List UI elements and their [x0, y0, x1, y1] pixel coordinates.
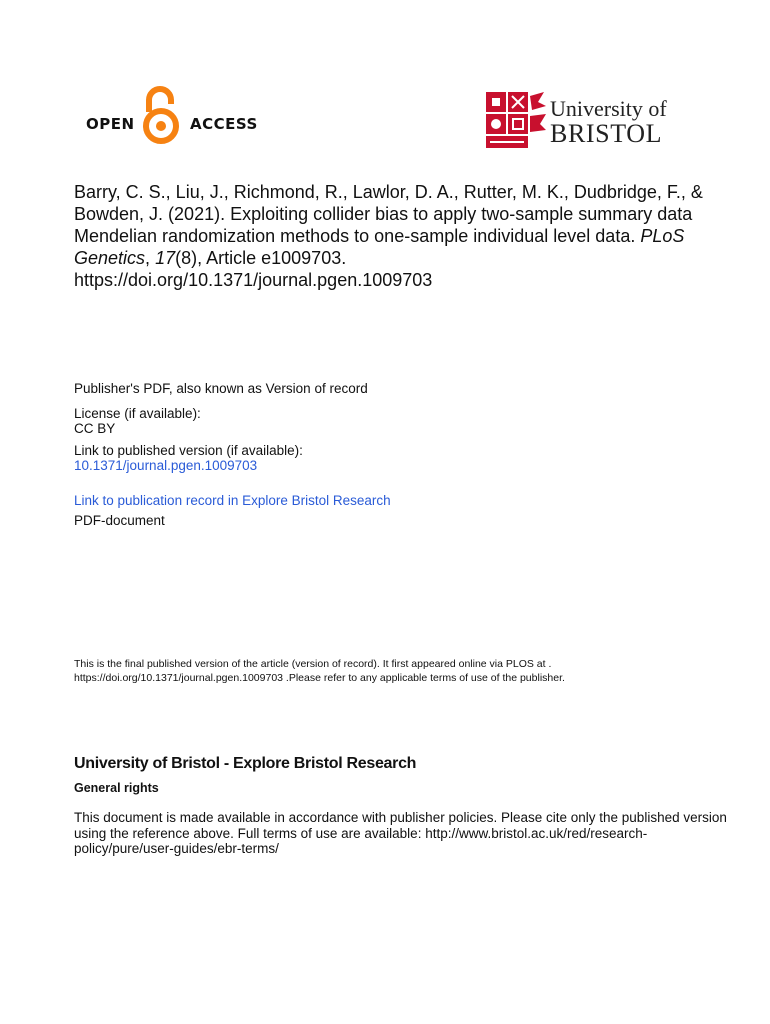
open-access-lock-icon — [140, 86, 182, 146]
version-note-line2: https://doi.org/10.1371/journal.pgen.1009703 .Please refer to any applicable terms of use of the publisher. — [74, 672, 565, 684]
citation-separator: , — [145, 248, 151, 268]
pdf-document-label: PDF-document — [74, 513, 165, 528]
publication-record-link[interactable]: Link to publication record in Explore Bristol Research — [74, 493, 391, 508]
published-version-label: Link to published version (if available): — [74, 443, 303, 458]
open-access-word-open: OPEN — [86, 115, 135, 133]
general-rights-text: This document is made available in accordance with publisher policies. Please cite only the published version using the reference above. Full terms of use are available: http://www.bristol.ac.uk/red/research-policy/pure/user-guides/ebr-terms/ — [74, 810, 727, 856]
version-text: Publisher's PDF, also known as Version of record — [74, 381, 368, 396]
bristol-crest-icon — [486, 92, 546, 150]
citation-volume: 17 — [155, 248, 176, 268]
ebr-heading: University of Bristol - Explore Bristol Research — [74, 755, 417, 772]
citation-doi-url: https://doi.org/10.1371/journal.pgen.1009703 — [74, 270, 433, 290]
license-value: CC BY — [74, 421, 116, 436]
general-rights-heading: General rights — [74, 781, 159, 795]
citation-journal: PLoS Genetics — [74, 226, 685, 268]
citation-issue-article: (8), Article e1009703. — [175, 248, 347, 268]
license-label: License (if available): — [74, 406, 201, 421]
open-access-word-access: ACCESS — [190, 115, 258, 133]
citation — [74, 181, 714, 291]
version-note-line1: This is the final published version of the article (version of record). It first appeared online via PLOS at . — [74, 658, 552, 670]
university-of-text: University of — [550, 96, 667, 121]
bristol-text: BRISTOL — [550, 119, 663, 148]
citation-authors-title: Barry, C. S., Liu, J., Richmond, R., Lawlor, D. A., Rutter, M. K., Dudbridge, F., & Bowden, J. (2021). Exploiting collider bias to apply two-sample summary data Mendelian randomization methods to one-sample individual level data. — [74, 182, 703, 246]
published-version-link[interactable]: 10.1371/journal.pgen.1009703 — [74, 458, 258, 473]
university-of-bristol-logo — [486, 92, 696, 152]
open-access-logo — [86, 86, 266, 146]
